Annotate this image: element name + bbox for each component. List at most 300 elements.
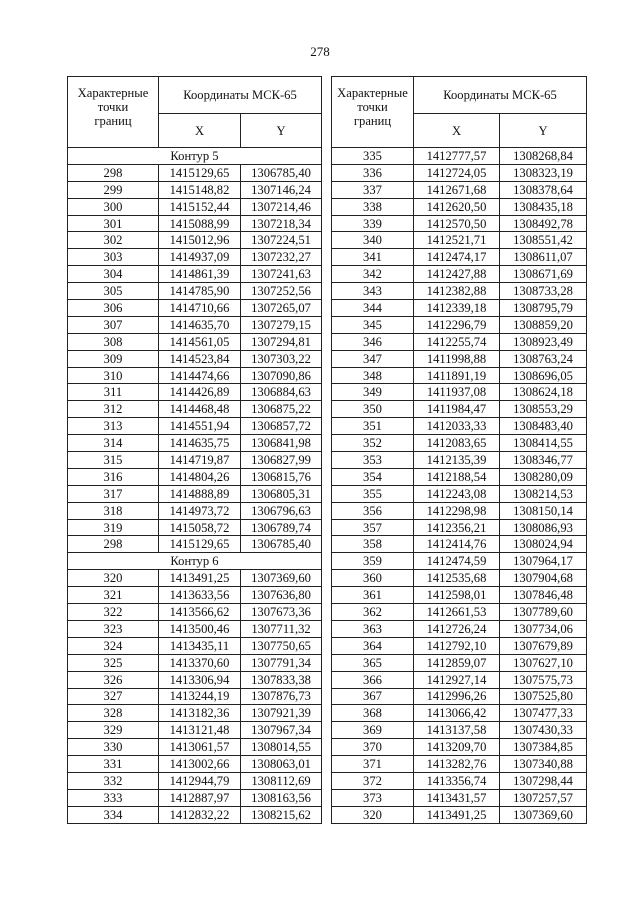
x-coordinate: 1412927,14 (414, 671, 500, 688)
table-row (68, 198, 322, 215)
x-coordinate: 1413066,42 (414, 705, 500, 722)
point-number: 319 (68, 519, 159, 536)
x-coordinate: 1412243,08 (414, 485, 500, 502)
table-row (332, 148, 587, 165)
x-coordinate: 1414785,90 (159, 283, 241, 300)
y-coordinate: 1307340,88 (500, 756, 587, 773)
point-number: 343 (332, 283, 414, 300)
table-row (332, 350, 587, 367)
table-row (68, 181, 322, 198)
x-coordinate: 1412832,22 (159, 806, 241, 823)
y-coordinate: 1308268,84 (500, 148, 587, 165)
table-row (68, 266, 322, 283)
point-number: 362 (332, 604, 414, 621)
point-number: 299 (68, 181, 159, 198)
y-coordinate: 1307369,60 (500, 806, 587, 823)
table-row (332, 789, 587, 806)
x-coordinate: 1413356,74 (414, 772, 500, 789)
table-row (68, 570, 322, 587)
x-coordinate: 1412598,01 (414, 587, 500, 604)
point-number: 305 (68, 283, 159, 300)
table-row (332, 300, 587, 317)
table-row (332, 215, 587, 232)
table-row (68, 654, 322, 671)
right-coordinates-table (331, 76, 587, 824)
point-number: 320 (332, 806, 414, 823)
table-row (68, 384, 322, 401)
x-coordinate: 1414523,84 (159, 350, 241, 367)
x-coordinate: 1412414,76 (414, 536, 500, 553)
table-row (68, 637, 322, 654)
point-number: 322 (68, 604, 159, 621)
table-row (332, 316, 587, 333)
point-number: 347 (332, 350, 414, 367)
x-coordinate: 1414973,72 (159, 502, 241, 519)
y-coordinate: 1308923,49 (500, 333, 587, 350)
point-number: 340 (332, 232, 414, 249)
table-row (332, 705, 587, 722)
x-coordinate: 1415129,65 (159, 536, 241, 553)
x-coordinate: 1412255,74 (414, 333, 500, 350)
y-coordinate: 1307789,60 (500, 604, 587, 621)
x-coordinate: 1413491,25 (159, 570, 241, 587)
y-coordinate: 1307921,39 (241, 705, 322, 722)
point-number: 338 (332, 198, 414, 215)
point-number: 370 (332, 739, 414, 756)
table-row (332, 756, 587, 773)
table-row (332, 604, 587, 621)
point-number: 325 (68, 654, 159, 671)
y-coordinate: 1307218,34 (241, 215, 322, 232)
x-coordinate: 1413061,57 (159, 739, 241, 756)
contour-label: Контур 6 (68, 553, 322, 570)
point-number: 323 (68, 620, 159, 637)
y-coordinate: 1307711,32 (241, 620, 322, 637)
table-row (68, 300, 322, 317)
point-number: 363 (332, 620, 414, 637)
table-row (68, 519, 322, 536)
point-number: 318 (68, 502, 159, 519)
x-header: X (414, 114, 500, 148)
x-coordinate: 1412356,21 (414, 519, 500, 536)
points-header-line2: точки (97, 100, 129, 114)
x-coordinate: 1412083,65 (414, 435, 500, 452)
y-coordinate: 1307090,86 (241, 367, 322, 384)
point-number: 366 (332, 671, 414, 688)
table-row (68, 739, 322, 756)
y-coordinate: 1307627,10 (500, 654, 587, 671)
y-header: Y (241, 114, 322, 148)
table-row (332, 468, 587, 485)
y-coordinate: 1308671,69 (500, 266, 587, 283)
x-coordinate: 1414474,66 (159, 367, 241, 384)
point-number: 311 (68, 384, 159, 401)
x-coordinate: 1414468,48 (159, 401, 241, 418)
x-coordinate: 1412382,88 (414, 283, 500, 300)
x-coordinate: 1412887,97 (159, 789, 241, 806)
table-row (332, 671, 587, 688)
points-header-line1: Характерные (337, 86, 408, 100)
table-row (68, 620, 322, 637)
point-number: 306 (68, 300, 159, 317)
x-coordinate: 1412726,24 (414, 620, 500, 637)
y-coordinate: 1308280,09 (500, 468, 587, 485)
point-number: 336 (332, 164, 414, 181)
point-number: 309 (68, 350, 159, 367)
x-coordinate: 1411891,19 (414, 367, 500, 384)
x-coordinate: 1415148,82 (159, 181, 241, 198)
point-number: 350 (332, 401, 414, 418)
point-number: 317 (68, 485, 159, 502)
x-coordinate: 1412620,50 (414, 198, 500, 215)
x-coordinate: 1412521,71 (414, 232, 500, 249)
y-coordinate: 1307575,73 (500, 671, 587, 688)
table-row (332, 266, 587, 283)
y-coordinate: 1306805,31 (241, 485, 322, 502)
y-coordinate: 1308163,56 (241, 789, 322, 806)
page-number: 278 (310, 44, 330, 59)
table-row (68, 722, 322, 739)
y-coordinate: 1307876,73 (241, 688, 322, 705)
point-number: 307 (68, 316, 159, 333)
x-coordinate: 1412661,53 (414, 604, 500, 621)
table-row (332, 435, 587, 452)
y-coordinate: 1308414,55 (500, 435, 587, 452)
y-coordinate: 1308483,40 (500, 418, 587, 435)
y-coordinate: 1308859,20 (500, 316, 587, 333)
table-row (332, 739, 587, 756)
x-coordinate: 1414635,70 (159, 316, 241, 333)
y-coordinate: 1307224,51 (241, 232, 322, 249)
y-coordinate: 1307734,06 (500, 620, 587, 637)
x-coordinate: 1412033,33 (414, 418, 500, 435)
x-coordinate: 1413137,58 (414, 722, 500, 739)
y-coordinate: 1307214,46 (241, 198, 322, 215)
y-coordinate: 1308492,78 (500, 215, 587, 232)
table-row (68, 705, 322, 722)
y-coordinate: 1307791,34 (241, 654, 322, 671)
x-coordinate: 1413121,48 (159, 722, 241, 739)
points-header-line3: границ (94, 114, 132, 128)
point-number: 298 (68, 536, 159, 553)
x-coordinate: 1413182,36 (159, 705, 241, 722)
table-row (68, 367, 322, 384)
y-coordinate: 1308763,24 (500, 350, 587, 367)
point-number: 354 (332, 468, 414, 485)
point-number: 341 (332, 249, 414, 266)
table-row (332, 452, 587, 469)
contour-row (68, 553, 322, 570)
table-row (332, 249, 587, 266)
x-coordinate: 1415058,72 (159, 519, 241, 536)
y-coordinate: 1308024,94 (500, 536, 587, 553)
table-row (68, 604, 322, 621)
table-row (332, 367, 587, 384)
table-row (68, 468, 322, 485)
x-coordinate: 1412777,57 (414, 148, 500, 165)
point-number: 324 (68, 637, 159, 654)
point-number: 353 (332, 452, 414, 469)
y-coordinate: 1307750,65 (241, 637, 322, 654)
x-coordinate: 1413435,11 (159, 637, 241, 654)
x-coordinate: 1412474,59 (414, 553, 500, 570)
x-coordinate: 1413566,62 (159, 604, 241, 621)
y-coordinate: 1308086,93 (500, 519, 587, 536)
table-row (332, 688, 587, 705)
table-row (332, 519, 587, 536)
x-coordinate: 1412296,79 (414, 316, 500, 333)
points-header-line2: точки (357, 100, 388, 114)
left-coordinates-table (67, 76, 322, 824)
point-number: 373 (332, 789, 414, 806)
point-number: 355 (332, 485, 414, 502)
y-coordinate: 1308553,29 (500, 401, 587, 418)
table-row (332, 806, 587, 823)
x-coordinate: 1414710,66 (159, 300, 241, 317)
x-coordinate: 1413370,60 (159, 654, 241, 671)
point-number: 357 (332, 519, 414, 536)
table-row (332, 502, 587, 519)
x-coordinate: 1415012,96 (159, 232, 241, 249)
point-number: 300 (68, 198, 159, 215)
x-coordinate: 1412188,54 (414, 468, 500, 485)
table-row (68, 435, 322, 452)
point-number: 342 (332, 266, 414, 283)
contour-label: Контур 5 (68, 148, 322, 165)
coords-header: Координаты МСК-65 (414, 77, 587, 114)
point-number: 364 (332, 637, 414, 654)
point-number: 346 (332, 333, 414, 350)
point-number: 344 (332, 300, 414, 317)
x-coordinate: 1414861,39 (159, 266, 241, 283)
point-number: 371 (332, 756, 414, 773)
table-row (332, 198, 587, 215)
y-coordinate: 1307384,85 (500, 739, 587, 756)
table-row (332, 418, 587, 435)
y-coordinate: 1308611,07 (500, 249, 587, 266)
table-row (68, 452, 322, 469)
x-coordinate: 1414937,09 (159, 249, 241, 266)
y-coordinate: 1308696,05 (500, 367, 587, 384)
coords-header: Координаты МСК-65 (159, 77, 322, 114)
x-coordinate: 1412792,10 (414, 637, 500, 654)
x-coordinate: 1412427,88 (414, 266, 500, 283)
x-coordinate: 1413633,56 (159, 587, 241, 604)
table-row (332, 283, 587, 300)
y-coordinate: 1308795,79 (500, 300, 587, 317)
point-number: 326 (68, 671, 159, 688)
y-coordinate: 1308323,19 (500, 164, 587, 181)
y-coordinate: 1308150,14 (500, 502, 587, 519)
point-number: 328 (68, 705, 159, 722)
x-coordinate: 1412135,39 (414, 452, 500, 469)
x-coordinate: 1412724,05 (414, 164, 500, 181)
x-coordinate: 1412570,50 (414, 215, 500, 232)
x-coordinate: 1411984,47 (414, 401, 500, 418)
y-coordinate: 1307257,57 (500, 789, 587, 806)
point-number: 315 (68, 452, 159, 469)
table-row (68, 536, 322, 553)
point-number: 298 (68, 164, 159, 181)
point-number: 331 (68, 756, 159, 773)
table-row (332, 536, 587, 553)
y-coordinate: 1306884,63 (241, 384, 322, 401)
points-header-line3: границ (353, 114, 392, 128)
y-coordinate: 1308215,62 (241, 806, 322, 823)
point-number: 359 (332, 553, 414, 570)
y-coordinate: 1306875,22 (241, 401, 322, 418)
table-row (332, 637, 587, 654)
x-coordinate: 1414888,89 (159, 485, 241, 502)
y-coordinate: 1308112,69 (241, 772, 322, 789)
x-coordinate: 1413282,76 (414, 756, 500, 773)
point-number: 358 (332, 536, 414, 553)
y-coordinate: 1306789,74 (241, 519, 322, 536)
point-number: 348 (332, 367, 414, 384)
y-coordinate: 1307303,22 (241, 350, 322, 367)
y-coordinate: 1307241,63 (241, 266, 322, 283)
table-row (68, 215, 322, 232)
table-row (68, 401, 322, 418)
point-number: 304 (68, 266, 159, 283)
point-number: 308 (68, 333, 159, 350)
table-row (332, 384, 587, 401)
y-coordinate: 1307525,80 (500, 688, 587, 705)
y-coordinate: 1306827,99 (241, 452, 322, 469)
point-number: 367 (332, 688, 414, 705)
table-row (68, 283, 322, 300)
y-coordinate: 1308378,64 (500, 181, 587, 198)
x-coordinate: 1412859,07 (414, 654, 500, 671)
y-coordinate: 1307477,33 (500, 705, 587, 722)
y-coordinate: 1307294,81 (241, 333, 322, 350)
point-number: 349 (332, 384, 414, 401)
x-coordinate: 1412474,17 (414, 249, 500, 266)
table-row (332, 553, 587, 570)
y-coordinate: 1308346,77 (500, 452, 587, 469)
point-number: 313 (68, 418, 159, 435)
points-header (68, 77, 159, 148)
table-row (332, 620, 587, 637)
point-number: 330 (68, 739, 159, 756)
table-row (68, 806, 322, 823)
x-coordinate: 1413431,57 (414, 789, 500, 806)
y-coordinate: 1307967,34 (241, 722, 322, 739)
point-number: 329 (68, 722, 159, 739)
point-number: 345 (332, 316, 414, 333)
point-number: 301 (68, 215, 159, 232)
x-coordinate: 1412996,26 (414, 688, 500, 705)
point-number: 351 (332, 418, 414, 435)
x-coordinate: 1414804,26 (159, 468, 241, 485)
point-number: 310 (68, 367, 159, 384)
x-coordinate: 1415152,44 (159, 198, 241, 215)
point-number: 314 (68, 435, 159, 452)
x-coordinate: 1415129,65 (159, 164, 241, 181)
y-coordinate: 1307279,15 (241, 316, 322, 333)
y-coordinate: 1307636,80 (241, 587, 322, 604)
point-number: 352 (332, 435, 414, 452)
x-coordinate: 1413209,70 (414, 739, 500, 756)
x-coordinate: 1412298,98 (414, 502, 500, 519)
table-row (332, 587, 587, 604)
point-number: 372 (332, 772, 414, 789)
y-coordinate: 1307679,89 (500, 637, 587, 654)
point-number: 302 (68, 232, 159, 249)
point-number: 320 (68, 570, 159, 587)
y-coordinate: 1306815,76 (241, 468, 322, 485)
contour-row (68, 148, 322, 165)
table-row (68, 350, 322, 367)
y-coordinate: 1307146,24 (241, 181, 322, 198)
point-number: 360 (332, 570, 414, 587)
y-coordinate: 1307369,60 (241, 570, 322, 587)
table-row (68, 164, 322, 181)
points-header (332, 77, 414, 148)
table-row (68, 587, 322, 604)
x-coordinate: 1414551,94 (159, 418, 241, 435)
points-header-line1: Характерные (77, 86, 149, 100)
y-coordinate: 1308551,42 (500, 232, 587, 249)
y-coordinate: 1307833,38 (241, 671, 322, 688)
table-row (332, 164, 587, 181)
x-coordinate: 1412944,79 (159, 772, 241, 789)
point-number: 321 (68, 587, 159, 604)
y-coordinate: 1308014,55 (241, 739, 322, 756)
x-coordinate: 1413500,46 (159, 620, 241, 637)
y-coordinate: 1306857,72 (241, 418, 322, 435)
point-number: 365 (332, 654, 414, 671)
x-coordinate: 1413244,19 (159, 688, 241, 705)
point-number: 335 (332, 148, 414, 165)
x-header: X (159, 114, 241, 148)
table-row (68, 772, 322, 789)
table-row (68, 756, 322, 773)
table-row (332, 401, 587, 418)
table-row (332, 654, 587, 671)
x-coordinate: 1414719,87 (159, 452, 241, 469)
table-row (68, 671, 322, 688)
y-coordinate: 1307846,48 (500, 587, 587, 604)
y-coordinate: 1308624,18 (500, 384, 587, 401)
table-row (68, 249, 322, 266)
table-row (332, 722, 587, 739)
x-coordinate: 1414635,75 (159, 435, 241, 452)
point-number: 316 (68, 468, 159, 485)
y-coordinate: 1307232,27 (241, 249, 322, 266)
y-coordinate: 1308214,53 (500, 485, 587, 502)
x-coordinate: 1413306,94 (159, 671, 241, 688)
y-coordinate: 1308733,28 (500, 283, 587, 300)
x-coordinate: 1414426,89 (159, 384, 241, 401)
x-coordinate: 1412535,68 (414, 570, 500, 587)
table-row (68, 333, 322, 350)
y-coordinate: 1307430,33 (500, 722, 587, 739)
y-coordinate: 1306785,40 (241, 164, 322, 181)
table-row (68, 485, 322, 502)
point-number: 356 (332, 502, 414, 519)
table-row (68, 232, 322, 249)
y-coordinate: 1307252,56 (241, 283, 322, 300)
y-coordinate: 1306785,40 (241, 536, 322, 553)
table-row (68, 316, 322, 333)
x-coordinate: 1412339,18 (414, 300, 500, 317)
table-row (68, 688, 322, 705)
table-row (332, 772, 587, 789)
x-coordinate: 1413491,25 (414, 806, 500, 823)
point-number: 333 (68, 789, 159, 806)
point-number: 334 (68, 806, 159, 823)
